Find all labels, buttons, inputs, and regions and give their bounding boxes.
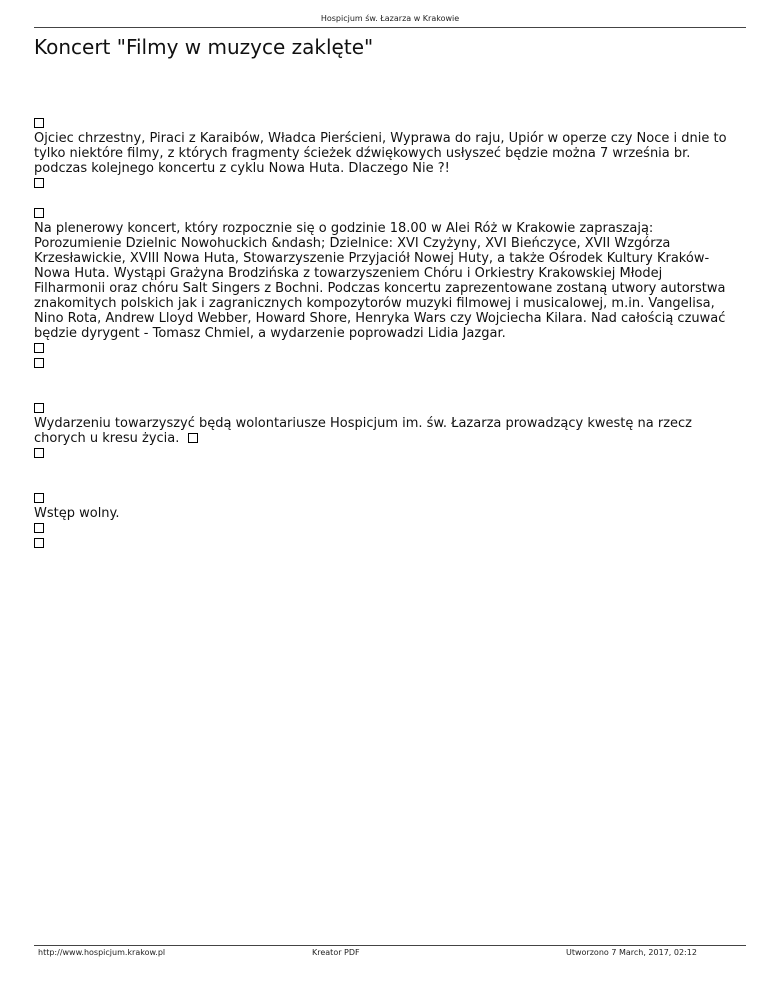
missing-glyph-icon (34, 448, 44, 458)
footer-url: http://www.hospicjum.krakow.pl (38, 948, 166, 957)
placeholder-glyph-row (34, 491, 734, 506)
paragraph-intro: Ojciec chrzestny, Piraci z Karaibów, Władca Pierścieni, Wyprawa do raju, Upiór w operze czy Noce i dnie to tylko niektóre filmy, z których fragmenty ścieżek dźwiękowych usłyszeć będzie można 7 września br. podczas kolejnego koncertu z cyklu Nowa Huta. Dlaczego Nie ?! (34, 131, 727, 176)
paragraph-spacer (34, 461, 734, 491)
placeholder-glyph-row (34, 176, 734, 191)
footer-generator: Kreator PDF (312, 948, 360, 957)
missing-glyph-icon (34, 178, 44, 188)
missing-glyph-icon (34, 538, 44, 548)
placeholder-glyph-row (34, 521, 734, 536)
paragraph-details: Na plenerowy koncert, który rozpocznie się o godzinie 18.00 w Alei Róż w Krakowie zapraszają: Porozumienie Dzielnic Nowohuckich &ndash; Dzielnice: XVI Czyżyny, XVI Bieńczyce, XVII Wzgórza Krzesławickie, XVIII Nowa Huta, Stowarzyszenie Przyjaciół Nowej Huty, a także Ośrodek Kultury Kraków-Nowa Huta. Wystąpi Grażyna Brodzińska z towarzyszeniem Chóru i Orkiestry Krakowskiej Młodej Filharmonii oraz chóru Salt Singers z Bochni. Podczas koncertu zaprezentowane zostaną utwory autorstwa znakomitych polskich jak i zagranicznych kompozytorów muzyki filmowej i musicalowej, m.in. Vangelisa, Nino Rota, Andrew Lloyd Webber, Howard Shore, Henryka Wars czy Wojciecha Kilara. Nad całością czuwać będzie dyrygent - Tomasz Chmiel, a wydarzenie poprowadzi Lidia Jazgar. (34, 221, 726, 341)
article-body (34, 116, 734, 551)
paragraph-admission: Wstęp wolny. (34, 506, 120, 521)
page-header: Hospicjum św. Łazarza w Krakowie (320, 14, 460, 23)
article-title: Koncert "Filmy w muzyce zaklęte" (34, 35, 374, 59)
placeholder-glyph-row (34, 536, 734, 551)
paragraph-volunteers-text: Wydarzeniu towarzyszyć będą wolontariusze Hospicjum im. św. Łazarza prowadzący kwestę na rzecz chorych u kresu życia. (34, 416, 693, 446)
missing-glyph-icon (34, 403, 44, 413)
missing-glyph-icon (34, 358, 44, 368)
footer-created-date: Utworzono 7 March, 2017, 02:12 (566, 948, 697, 957)
paragraph-spacer (34, 191, 734, 206)
placeholder-glyph-row (34, 356, 734, 371)
placeholder-glyph-row (34, 446, 734, 461)
header-divider (34, 27, 746, 28)
placeholder-glyph-row (34, 116, 734, 131)
paragraph-spacer (34, 371, 734, 401)
missing-glyph-icon (188, 433, 198, 443)
missing-glyph-icon (34, 523, 44, 533)
paragraph-volunteers (34, 416, 734, 446)
missing-glyph-icon (34, 208, 44, 218)
missing-glyph-icon (34, 118, 44, 128)
footer-divider (34, 945, 746, 946)
placeholder-glyph-row (34, 341, 734, 356)
missing-glyph-icon (34, 343, 44, 353)
missing-glyph-icon (34, 493, 44, 503)
placeholder-glyph-row (34, 206, 734, 221)
placeholder-glyph-row (34, 401, 734, 416)
